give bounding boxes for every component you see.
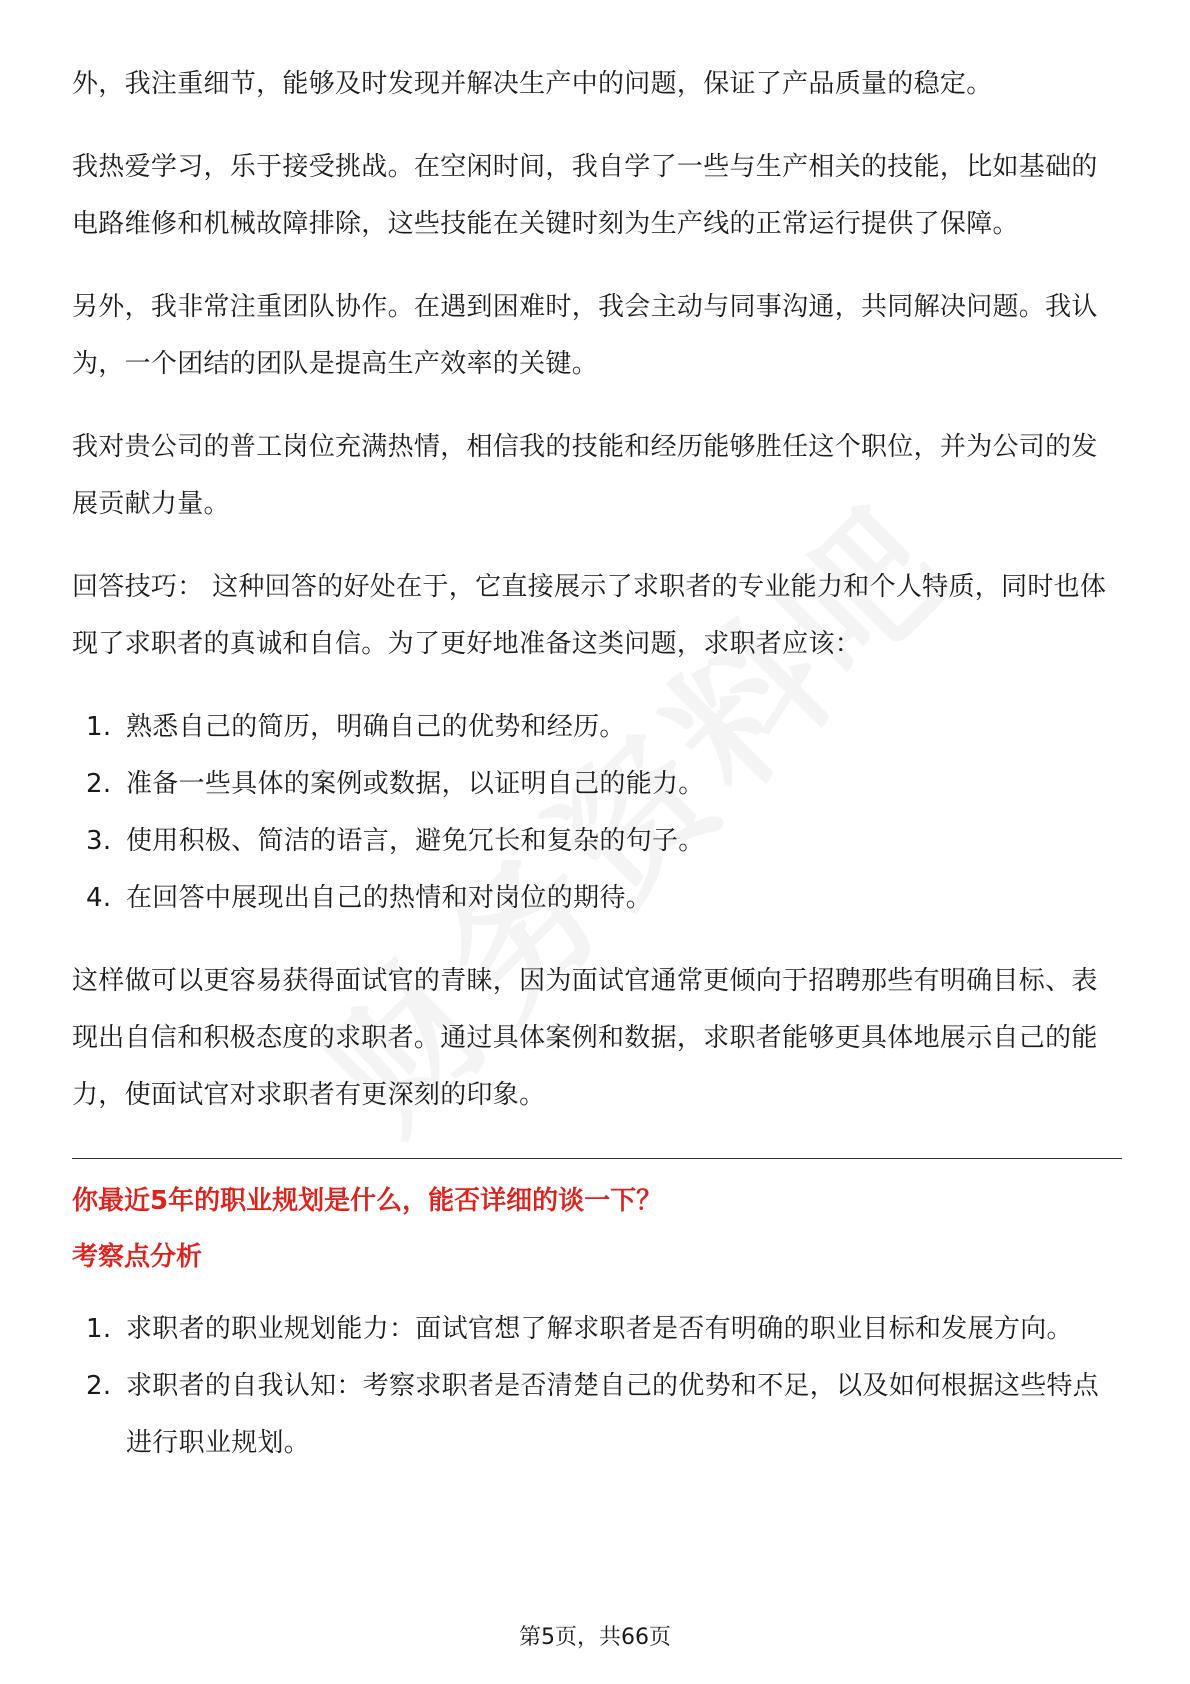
list-item-text: 在回答中展现出自己的热情和对岗位的期待。 <box>126 883 653 913</box>
list-item <box>72 699 1122 756</box>
tips-list <box>72 699 1122 927</box>
paragraph: 另外，我非常注重团队协作。在遇到困难时，我会主动与同事沟通，共同解决问题。我认为，一个团结的团队是提高生产效率的关键。 <box>72 292 1098 379</box>
paragraph: 我热爱学习，乐于接受挑战。在空闲时间，我自学了一些与生产相关的技能，比如基础的电路维修和机械故障排除，这些技能在关键时刻为生产线的正常运行提供了保障。 <box>72 152 1098 239</box>
list-item-text: 求职者的自我认知：考察求职者是否清楚自己的优势和不足，以及如何根据这些特点进行职业规划。 <box>126 1371 1100 1458</box>
answer-tips-paragraph: 回答技巧： 这种回答的好处在于，它直接展示了求职者的专业能力和个人特质，同时也体现了求职者的真诚和自信。为了更好地准备这类问题，求职者应该： <box>72 572 1107 659</box>
question-subtitle: 考察点分析 <box>72 1242 203 1272</box>
analysis-list <box>72 1301 1122 1472</box>
list-item-text: 熟悉自己的简历，明确自己的优势和经历。 <box>126 712 626 742</box>
question-title: 你最近5年的职业规划是什么，能否详细的谈一下？ <box>72 1186 663 1216</box>
paragraph: 我对贵公司的普工岗位充满热情，相信我的技能和经历能够胜任这个职位，并为公司的发展贡献力量。 <box>72 432 1098 519</box>
list-number: 2. <box>86 769 112 799</box>
closing-paragraph: 这样做可以更容易获得面试官的青睐，因为面试官通常更倾向于招聘那些有明确目标、表现出自信和积极态度的求职者。通过具体案例和数据，求职者能够更具体地展示自己的能力，使面试官对求职者有更深刻的印象。 <box>72 966 1098 1110</box>
section-divider <box>72 1158 1122 1159</box>
list-item <box>72 1301 1122 1358</box>
list-item-text: 求职者的职业规划能力：面试官想了解求职者是否有明确的职业目标和发展方向。 <box>126 1314 1073 1344</box>
page-footer: 第5页，共66页 <box>519 1625 671 1650</box>
list-number: 3. <box>86 826 112 856</box>
paragraph: 外，我注重细节，能够及时发现并解决生产中的问题，保证了产品质量的稳定。 <box>72 69 993 99</box>
document-page <box>72 56 1122 1498</box>
list-item-text: 准备一些具体的案例或数据，以证明自己的能力。 <box>126 769 705 799</box>
list-number: 1. <box>86 1314 112 1344</box>
list-item <box>72 756 1122 813</box>
list-number: 1. <box>86 712 112 742</box>
list-item-text: 使用积极、简洁的语言，避免冗长和复杂的句子。 <box>126 826 705 856</box>
list-item <box>72 870 1122 927</box>
list-item <box>72 813 1122 870</box>
list-item <box>72 1358 1122 1472</box>
list-number: 4. <box>86 883 112 913</box>
list-number: 2. <box>86 1371 112 1401</box>
